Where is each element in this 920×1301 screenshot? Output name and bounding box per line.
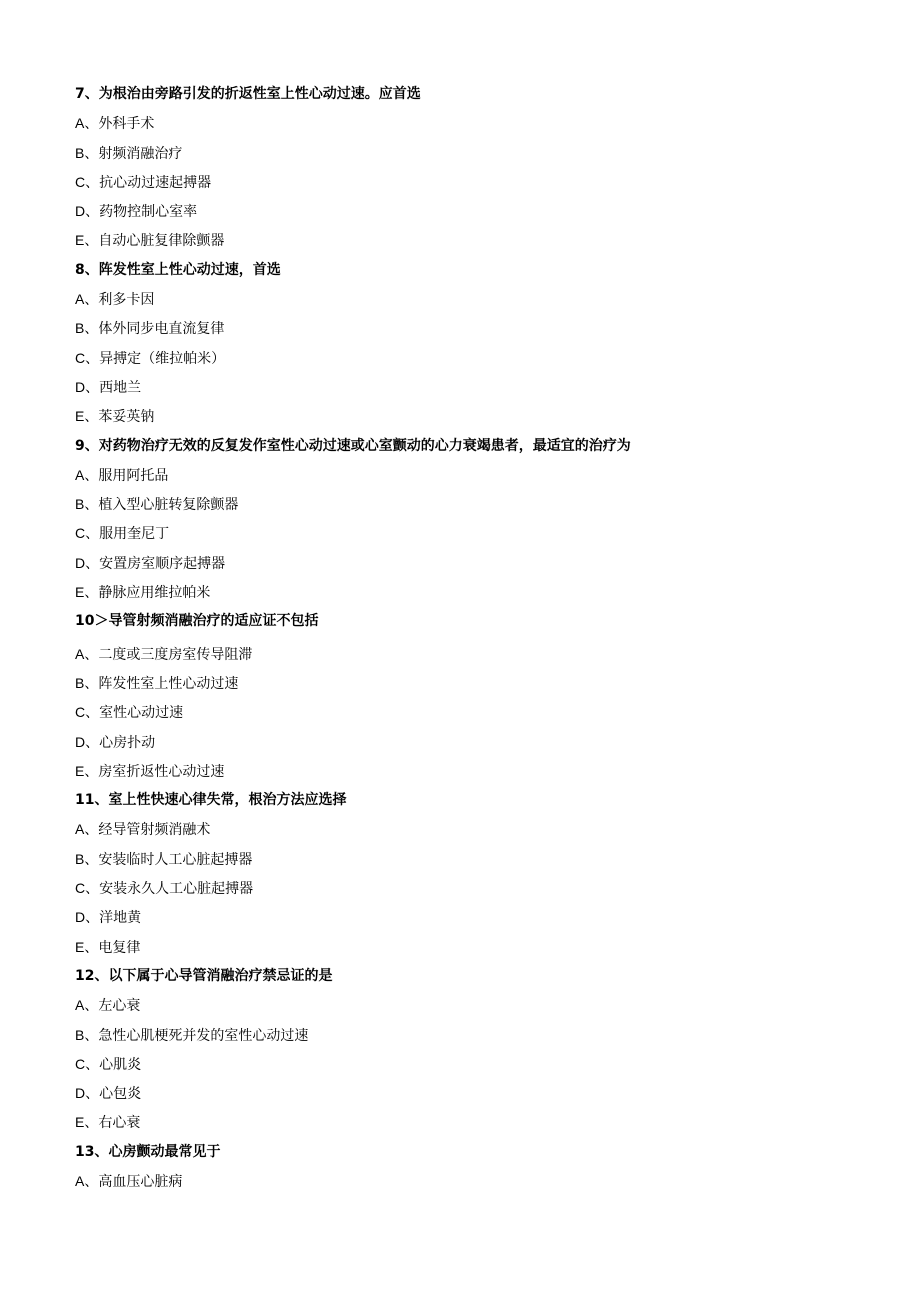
option-c (75, 168, 875, 197)
option-letter: D (75, 1085, 86, 1102)
option-letter: C (75, 525, 86, 542)
question-title: 12、以下属于心导管消融治疗禁忌证的是 (75, 967, 333, 984)
option-text: 、心包炎 (85, 1086, 142, 1103)
option-letter: A (75, 997, 85, 1014)
option-letter: C (75, 173, 86, 190)
option-text: 、洋地黄 (85, 910, 142, 927)
option-letter: D (75, 909, 86, 926)
question-11 (75, 786, 875, 962)
option-text: 、二度或三度房室传导阻滞 (84, 646, 253, 663)
option-text: 、苯妥英钠 (84, 409, 155, 426)
option-text: 、植入型心脏转复除颤器 (84, 497, 239, 514)
question-13 (75, 1138, 875, 1197)
option-d (75, 903, 875, 932)
option-text: 、静脉应用维拉帕米 (84, 585, 211, 602)
option-text: 、服用阿托品 (84, 467, 169, 484)
option-b (75, 314, 875, 343)
option-text: 、急性心肌梗死并发的室性心动过速 (84, 1027, 309, 1044)
option-a (75, 285, 875, 314)
option-text: 、安装永久人工心脏起搏器 (85, 881, 254, 898)
question-10 (75, 607, 875, 786)
option-text: 、体外同步电直流复律 (84, 321, 225, 338)
question-title: 9、对药物治疗无效的反复发作室性心动过速或心室颤动的心力衰竭患者，最适宜的治疗为 (75, 437, 631, 454)
option-letter: B (75, 144, 85, 161)
option-b (75, 490, 875, 519)
option-letter: B (75, 1026, 85, 1043)
option-letter: E (75, 232, 85, 249)
option-c (75, 344, 875, 373)
option-letter: A (75, 466, 85, 483)
option-a (75, 109, 875, 138)
option-a (75, 1167, 875, 1196)
option-d (75, 197, 875, 226)
option-text: 、心房扑动 (85, 734, 156, 751)
option-text: 、射频消融治疗 (84, 145, 183, 162)
question-title: 7、为根治由旁路引发的折返性室上性心动过速。应首选 (75, 86, 421, 102)
question-title: 13、心房颤动最常见于 (75, 1143, 221, 1160)
option-a (75, 991, 875, 1020)
option-text: 、自动心脏复律除颤器 (84, 233, 225, 250)
option-letter: E (75, 762, 85, 779)
option-b (75, 669, 875, 698)
question-7 (75, 80, 875, 256)
option-letter: B (75, 674, 85, 691)
option-e (75, 578, 875, 607)
option-letter: D (75, 378, 86, 395)
option-letter: A (75, 1172, 85, 1189)
option-text: 、高血压心脏病 (84, 1173, 183, 1190)
option-text: 、安置房室顺序起搏器 (85, 555, 226, 572)
option-e (75, 1108, 875, 1137)
question-title: 8、阵发性室上性心动过速，首选 (75, 261, 281, 278)
option-b (75, 139, 875, 168)
question-8 (75, 256, 875, 432)
option-text: 、药物控制心室率 (85, 204, 198, 221)
option-text: 、外科手术 (84, 116, 155, 133)
option-letter: A (75, 115, 85, 132)
option-letter: E (75, 584, 85, 601)
option-b (75, 845, 875, 874)
option-text: 、服用奎尼丁 (85, 526, 170, 543)
option-letter: D (75, 203, 86, 220)
option-letter: A (75, 291, 85, 308)
option-e (75, 226, 875, 255)
option-text: 、房室折返性心动过速 (84, 763, 225, 780)
option-e (75, 933, 875, 962)
option-a (75, 640, 875, 669)
option-c (75, 698, 875, 727)
option-text: 、电复律 (84, 939, 141, 956)
option-e (75, 402, 875, 431)
option-letter: B (75, 320, 85, 337)
option-letter: A (75, 645, 85, 662)
option-letter: C (75, 704, 86, 721)
option-letter: C (75, 349, 86, 366)
option-c (75, 874, 875, 903)
option-letter: D (75, 733, 86, 750)
question-9 (75, 432, 875, 608)
document-page (75, 80, 875, 1196)
option-letter: C (75, 880, 86, 897)
option-text: 、异搏定（维拉帕米） (85, 350, 226, 367)
question-12 (75, 962, 875, 1138)
option-text: 、心肌炎 (85, 1056, 142, 1073)
option-text: 、经导管射频消融术 (84, 822, 211, 839)
option-text: 、阵发性室上性心动过速 (84, 675, 239, 692)
option-b (75, 1021, 875, 1050)
option-d (75, 1079, 875, 1108)
option-text: 、左心衰 (84, 998, 141, 1015)
option-letter: B (75, 496, 85, 513)
option-letter: B (75, 850, 85, 867)
option-text: 、抗心动过速起搏器 (85, 174, 212, 191)
option-letter: E (75, 1114, 85, 1131)
option-c (75, 519, 875, 548)
option-letter: D (75, 554, 86, 571)
option-d (75, 549, 875, 578)
option-a (75, 815, 875, 844)
option-letter: E (75, 408, 85, 425)
option-e (75, 757, 875, 786)
option-letter: E (75, 938, 85, 955)
option-d (75, 728, 875, 757)
option-text: 、西地兰 (85, 379, 142, 396)
option-d (75, 373, 875, 402)
option-letter: A (75, 821, 85, 838)
option-letter: C (75, 1055, 86, 1072)
option-text: 、安装临时人工心脏起搏器 (84, 851, 253, 868)
question-title: 11、室上性快速心律失常，根治方法应选择 (75, 792, 347, 809)
option-text: 、室性心动过速 (85, 705, 184, 722)
option-c (75, 1050, 875, 1079)
option-text: 、右心衰 (84, 1115, 141, 1132)
question-title: 10＞导管射频消融治疗的适应证不包括 (75, 613, 319, 630)
option-text: 、利多卡因 (84, 292, 155, 309)
option-a (75, 461, 875, 490)
